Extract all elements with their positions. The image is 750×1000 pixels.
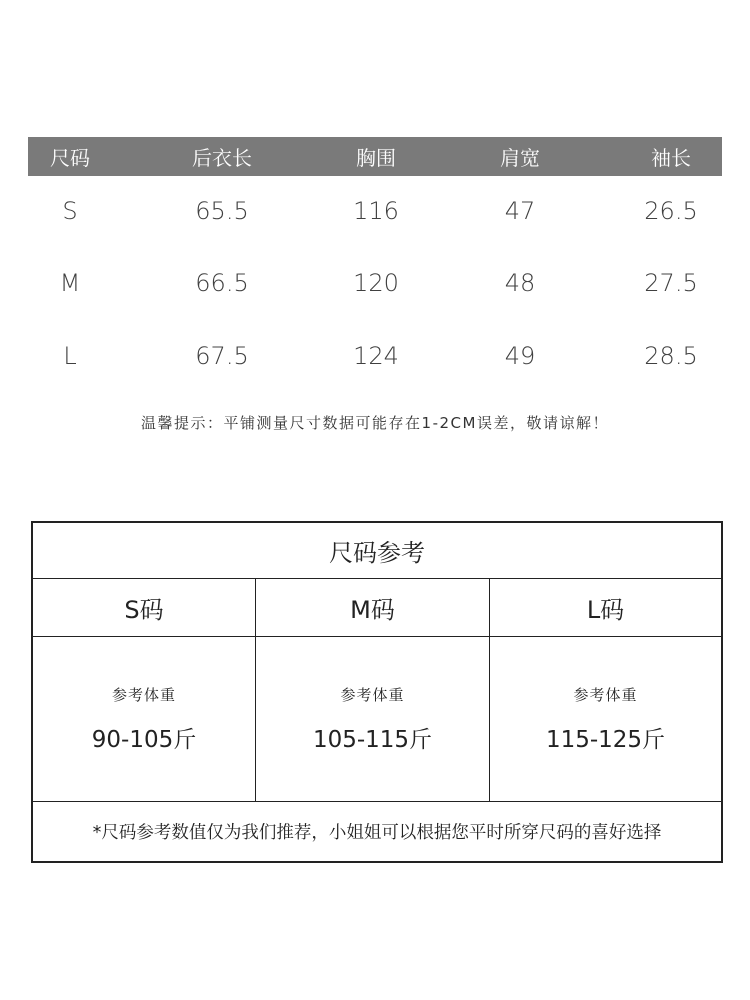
cell-size: M xyxy=(59,268,81,297)
reference-weight-label: 参考体重 xyxy=(573,686,638,704)
reference-weight-value: 115-125斤 xyxy=(545,727,666,753)
reference-info xyxy=(33,637,255,801)
reference-weight-value: 90-105斤 xyxy=(91,727,197,753)
cell-chest: 120 xyxy=(353,268,399,297)
cell-size: S xyxy=(62,197,78,225)
reference-weight-label: 参考体重 xyxy=(111,686,176,704)
header-chest: 胸围 xyxy=(356,146,396,170)
cell-back-length: 66.5 xyxy=(195,268,249,297)
table-row xyxy=(28,176,722,246)
cell-sleeve: 28.5 xyxy=(644,341,698,370)
cell-shoulder: 47 xyxy=(504,197,536,225)
reference-weight-value: 105-115斤 xyxy=(312,727,433,753)
cell-shoulder: 49 xyxy=(504,341,536,370)
cell-sleeve: 27.5 xyxy=(644,268,698,297)
table-row xyxy=(28,319,722,392)
header-size: 尺码 xyxy=(50,146,90,170)
reference-size-label: L码 xyxy=(490,579,721,637)
reference-note: *尺码参考数值仅为我们推荐，小姐姐可以根据您平时所穿尺码的喜好选择 xyxy=(92,822,662,843)
reference-columns xyxy=(33,579,721,802)
reference-title: 尺码参考 xyxy=(33,523,721,579)
cell-chest: 124 xyxy=(353,341,399,370)
reference-info xyxy=(256,637,489,801)
cell-shoulder: 48 xyxy=(504,268,536,297)
cell-back-length: 65.5 xyxy=(195,197,249,225)
size-chart-header-row xyxy=(28,137,722,176)
header-sleeve: 袖长 xyxy=(651,146,691,170)
cell-size: L xyxy=(63,341,77,370)
reference-column-m xyxy=(255,579,489,801)
cell-back-length: 67.5 xyxy=(195,341,249,370)
header-shoulder: 肩宽 xyxy=(500,146,540,170)
cell-sleeve: 26.5 xyxy=(644,197,698,225)
reference-size-label: S码 xyxy=(33,579,255,637)
reference-info xyxy=(490,637,721,801)
reference-column-l xyxy=(489,579,721,801)
reference-weight-label: 参考体重 xyxy=(340,686,405,704)
size-chart-table xyxy=(28,137,722,392)
cell-chest: 116 xyxy=(353,197,399,225)
reference-size-label: M码 xyxy=(256,579,489,637)
measurement-tip: 温馨提示：平铺测量尺寸数据可能存在1-2CM误差，敬请谅解！ xyxy=(141,414,609,432)
size-reference-box xyxy=(31,521,723,863)
reference-column-s xyxy=(33,579,255,801)
header-back-length: 后衣长 xyxy=(192,146,252,170)
table-row xyxy=(28,246,722,319)
